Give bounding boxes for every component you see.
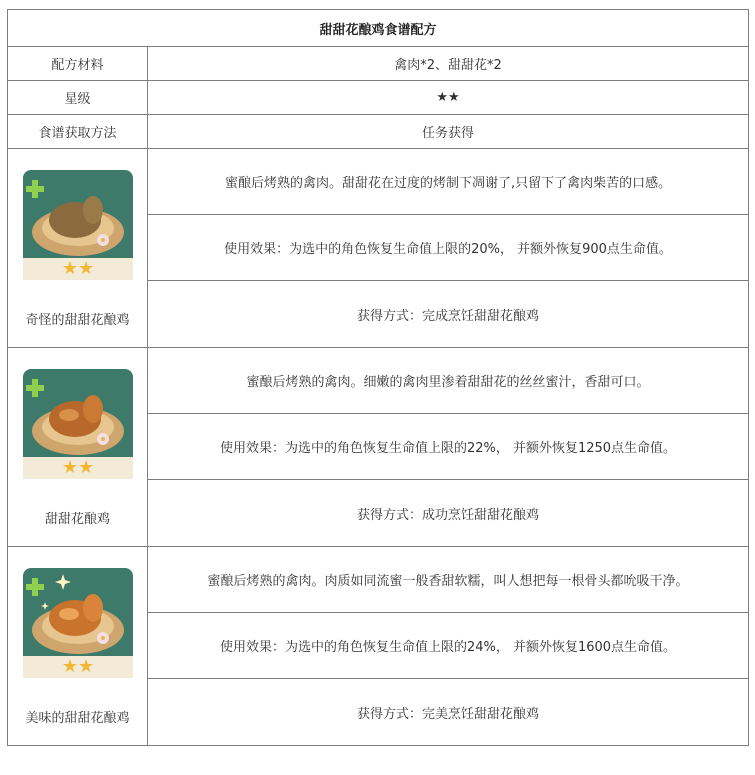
dish-row bbox=[8, 547, 749, 613]
recipe-table bbox=[7, 9, 749, 746]
source-label: 食谱获取方法 bbox=[8, 115, 148, 149]
dish-row bbox=[8, 149, 749, 215]
rarity-value: ★★ bbox=[148, 81, 749, 115]
dish-row bbox=[8, 348, 749, 414]
roast-chicken-sparkle-icon bbox=[23, 568, 133, 678]
dish-description: 蜜酿后烤熟的禽肉。肉质如同流蜜一般香甜软糯，叫人想把每一根骨头都吮吸干净。 bbox=[148, 547, 749, 613]
dish-description: 蜜酿后烤熟的禽肉。甜甜花在过度的烤制下凋谢了,只留下了禽肉柴苦的口感。 bbox=[148, 149, 749, 215]
table-title: 甜甜花酿鸡食谱配方 bbox=[8, 10, 749, 47]
star-rating: ★★ bbox=[61, 258, 94, 279]
rarity-row bbox=[8, 81, 749, 115]
dish-obtain: 获得方式：完美烹饪甜甜花酿鸡 bbox=[148, 679, 749, 746]
dish-description: 蜜酿后烤熟的禽肉。细嫩的禽肉里渗着甜甜花的丝丝蜜汁，香甜可口。 bbox=[148, 348, 749, 414]
dish-item-cell bbox=[8, 149, 148, 348]
dish-name: 美味的甜甜花酿鸡 bbox=[25, 711, 130, 726]
rarity-label: 星级 bbox=[8, 81, 148, 115]
materials-value: 禽肉*2、甜甜花*2 bbox=[148, 47, 749, 81]
star-rating: ★★ bbox=[61, 457, 94, 478]
dish-effect: 使用效果：为选中的角色恢复生命值上限的22%， 并额外恢复1250点生命值。 bbox=[148, 414, 749, 480]
dish-name: 甜甜花酿鸡 bbox=[44, 512, 110, 527]
dish-name: 奇怪的甜甜花酿鸡 bbox=[25, 313, 130, 328]
roast-chicken-icon bbox=[23, 369, 133, 479]
source-value: 任务获得 bbox=[148, 115, 749, 149]
dish-effect: 使用效果：为选中的角色恢复生命值上限的24%， 并额外恢复1600点生命值。 bbox=[148, 613, 749, 679]
materials-row bbox=[8, 47, 749, 81]
dish-effect: 使用效果：为选中的角色恢复生命值上限的20%， 并额外恢复900点生命值。 bbox=[148, 215, 749, 281]
source-row bbox=[8, 115, 749, 149]
dish-item-cell bbox=[8, 547, 148, 746]
dish-obtain: 获得方式：完成烹饪甜甜花酿鸡 bbox=[148, 281, 749, 348]
roast-chicken-icon bbox=[23, 170, 133, 280]
dish-obtain: 获得方式：成功烹饪甜甜花酿鸡 bbox=[148, 480, 749, 547]
dish-item-cell bbox=[8, 348, 148, 547]
materials-label: 配方材料 bbox=[8, 47, 148, 81]
star-rating: ★★ bbox=[61, 656, 94, 677]
